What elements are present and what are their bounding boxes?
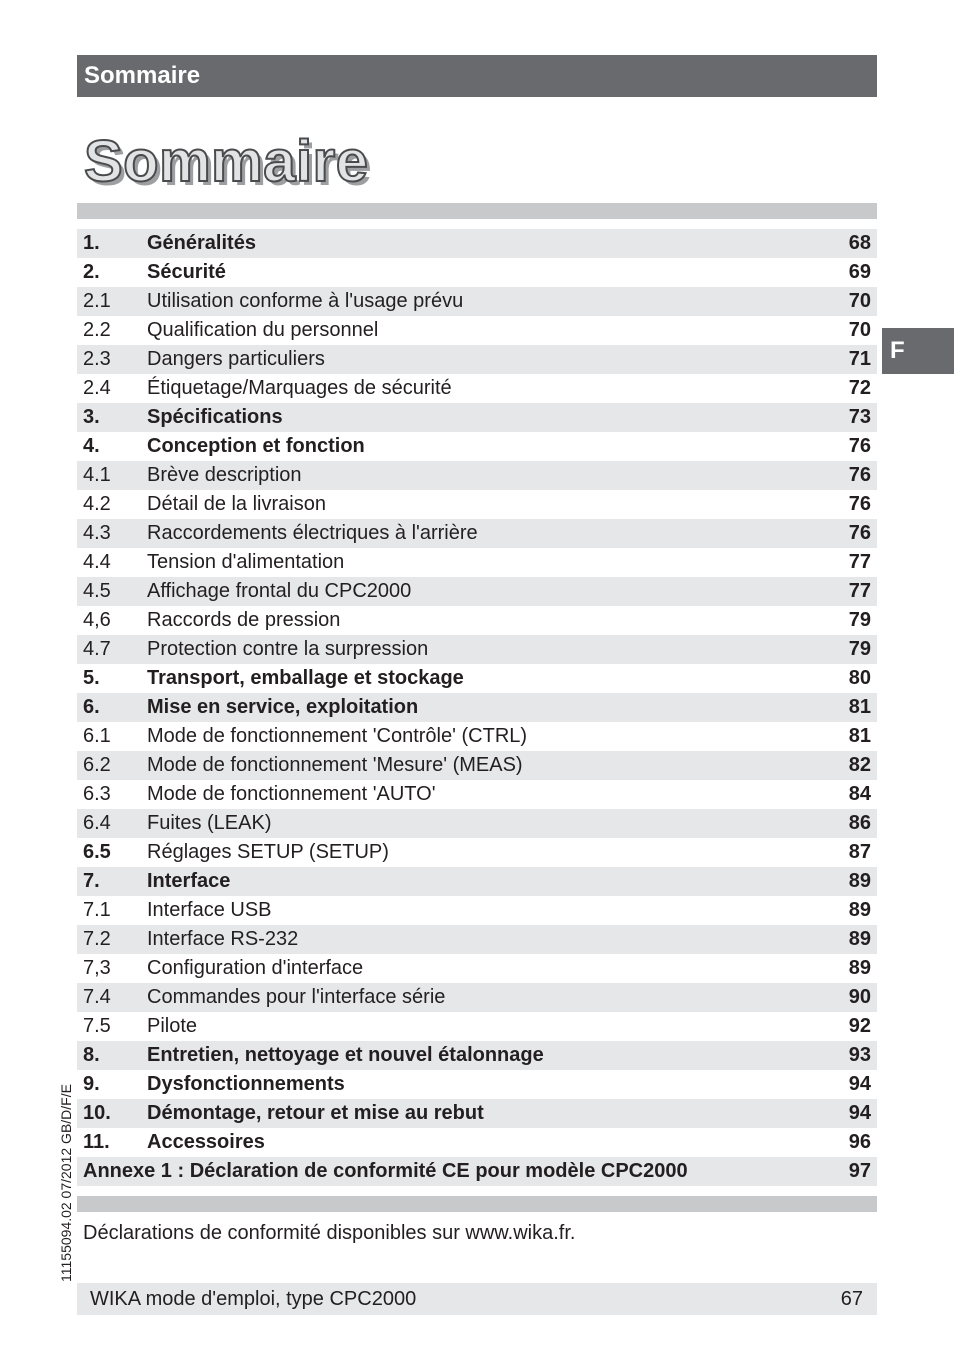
toc-title: Généralités (147, 232, 256, 254)
toc-number: 3. (83, 406, 100, 428)
toc-number: 6.1 (83, 725, 111, 747)
toc-page-number: 84 (848, 783, 871, 805)
toc-row[interactable] (77, 751, 877, 780)
toc-row[interactable] (77, 345, 877, 374)
toc-page-number: 87 (848, 841, 871, 863)
toc-number: 2.4 (83, 377, 111, 399)
toc-title: Raccordements électriques à l'arrière (147, 522, 478, 544)
toc-row[interactable] (77, 1099, 877, 1128)
toc-number: 4. (83, 435, 100, 457)
toc-page-number: 77 (848, 551, 871, 573)
toc-number: 8. (83, 1044, 100, 1066)
toc-title: Étiquetage/Marquages de sécurité (147, 377, 452, 399)
toc-row[interactable] (77, 1128, 877, 1157)
toc-row[interactable] (77, 954, 877, 983)
toc-row[interactable] (77, 1070, 877, 1099)
toc-row[interactable] (77, 1157, 877, 1186)
toc-number: 6. (83, 696, 100, 718)
toc-title: Sécurité (147, 261, 226, 283)
toc-page-number: 76 (848, 522, 871, 544)
toc-number: 7,3 (83, 957, 111, 979)
toc-title: Mode de fonctionnement 'AUTO' (147, 783, 436, 805)
toc-title: Mise en service, exploitation (147, 696, 419, 718)
toc-number: 4,6 (83, 609, 111, 631)
toc-number: 2.1 (83, 290, 111, 312)
page-number: 67 (840, 1288, 863, 1310)
toc-number: 7. (83, 870, 100, 892)
toc-title: Dangers particuliers (147, 348, 325, 370)
toc-row[interactable] (77, 432, 877, 461)
toc-page-number: 81 (848, 725, 871, 747)
toc-number: 4.4 (83, 551, 111, 573)
toc-row[interactable] (77, 577, 877, 606)
toc-page-number: 80 (848, 667, 871, 689)
toc-row[interactable] (77, 490, 877, 519)
divider-top (77, 203, 877, 219)
toc-page-number: 76 (848, 493, 871, 515)
toc-page-number: 79 (848, 638, 871, 660)
toc-title: Qualification du personnel (147, 319, 379, 341)
conformity-note: Déclarations de conformité disponibles sur www.wika.fr. (83, 1222, 576, 1244)
toc-number: 2.2 (83, 319, 111, 341)
document-code: 11155094.02 07/2012 GB/D/F/E (58, 1084, 74, 1282)
toc-title: Interface RS-232 (147, 928, 299, 950)
toc-number: 4.2 (83, 493, 111, 515)
toc-number: 4.1 (83, 464, 111, 486)
toc-row[interactable] (77, 867, 877, 896)
toc-title: Transport, emballage et stockage (147, 667, 464, 689)
table-of-contents (77, 229, 877, 1186)
toc-number: 1. (83, 232, 100, 254)
toc-title: Conception et fonction (147, 435, 365, 457)
toc-title: Raccords de pression (147, 609, 341, 631)
toc-page-number: 72 (848, 377, 871, 399)
toc-title: Spécifications (147, 406, 283, 428)
toc-title: Commandes pour l'interface série (147, 986, 446, 1008)
toc-title: Mode de fonctionnement 'Contrôle' (CTRL) (147, 725, 528, 747)
toc-title: Entretien, nettoyage et nouvel étalonnage (147, 1044, 544, 1066)
toc-page-number: 89 (848, 957, 871, 979)
toc-page-number: 77 (848, 580, 871, 602)
toc-page-number: 94 (848, 1102, 871, 1124)
page-footer (77, 1283, 877, 1315)
toc-number: 6.2 (83, 754, 111, 776)
toc-title: Interface USB (147, 899, 272, 921)
toc-number: 7.2 (83, 928, 111, 950)
toc-page-number: 96 (848, 1131, 871, 1153)
toc-title: Réglages SETUP (SETUP) (147, 841, 389, 863)
toc-row[interactable] (77, 1041, 877, 1070)
toc-title: Dysfonctionnements (147, 1073, 345, 1095)
toc-row[interactable] (77, 548, 877, 577)
toc-title: Interface (147, 870, 231, 892)
toc-row[interactable] (77, 403, 877, 432)
toc-number: 2. (83, 261, 100, 283)
toc-number: 6.5 (83, 841, 111, 863)
toc-title: Détail de la livraison (147, 493, 326, 515)
toc-page-number: 68 (848, 232, 871, 254)
toc-number: 7.4 (83, 986, 111, 1008)
toc-page-number: 89 (848, 870, 871, 892)
toc-title: Configuration d'interface (147, 957, 364, 979)
toc-page-number: 81 (848, 696, 871, 718)
toc-row[interactable] (77, 838, 877, 867)
toc-page-number: 89 (848, 928, 871, 950)
toc-row[interactable] (77, 287, 877, 316)
toc-row[interactable] (77, 519, 877, 548)
toc-page-number: 79 (848, 609, 871, 631)
toc-number: 9. (83, 1073, 100, 1095)
toc-page-number: 76 (848, 464, 871, 486)
section-header: Sommaire (77, 55, 877, 97)
toc-row[interactable] (77, 693, 877, 722)
toc-row[interactable] (77, 983, 877, 1012)
language-tab: F (882, 328, 954, 374)
toc-title: Mode de fonctionnement 'Mesure' (MEAS) (147, 754, 523, 776)
toc-title: Brève description (147, 464, 302, 486)
toc-page-number: 70 (848, 290, 871, 312)
footer-text: WIKA mode d'emploi, type CPC2000 (90, 1288, 417, 1310)
toc-number: 4.7 (83, 638, 111, 660)
toc-number: 7.1 (83, 899, 111, 921)
toc-page-number: 93 (848, 1044, 871, 1066)
toc-number: 5. (83, 667, 100, 689)
toc-row[interactable] (77, 722, 877, 751)
toc-page-number: 90 (848, 986, 871, 1008)
toc-number: 4.3 (83, 522, 111, 544)
toc-number: 7.5 (83, 1015, 111, 1037)
toc-title: Fuites (LEAK) (147, 812, 272, 834)
toc-row[interactable] (77, 374, 877, 403)
toc-row[interactable] (77, 896, 877, 925)
toc-page-number: 82 (848, 754, 871, 776)
toc-number: 10. (83, 1102, 111, 1124)
page-title: Sommaire (84, 129, 369, 194)
toc-title: Affichage frontal du CPC2000 (147, 580, 412, 602)
toc-number: 6.3 (83, 783, 111, 805)
toc-row[interactable] (77, 258, 877, 287)
toc-number: 11. (83, 1131, 110, 1153)
toc-title: Utilisation conforme à l'usage prévu (147, 290, 464, 312)
toc-page-number: 92 (848, 1015, 871, 1037)
toc-page-number: 89 (848, 899, 871, 921)
toc-page-number: 97 (848, 1160, 871, 1182)
toc-title: Annexe 1 : Déclaration de conformité CE pour modèle CPC2000 (83, 1160, 688, 1182)
toc-row[interactable] (77, 664, 877, 693)
toc-row[interactable] (77, 925, 877, 954)
toc-page-number: 94 (848, 1073, 871, 1095)
toc-number: 4.5 (83, 580, 111, 602)
divider-bottom (77, 1196, 877, 1212)
toc-title: Démontage, retour et mise au rebut (147, 1102, 484, 1124)
toc-title: Accessoires (147, 1131, 265, 1153)
toc-title: Tension d'alimentation (147, 551, 345, 573)
toc-page-number: 69 (848, 261, 871, 283)
toc-number: 2.3 (83, 348, 111, 370)
toc-row[interactable] (77, 1012, 877, 1041)
toc-row[interactable] (77, 809, 877, 838)
toc-number: 6.4 (83, 812, 111, 834)
toc-page-number: 73 (848, 406, 871, 428)
toc-row[interactable] (77, 461, 877, 490)
toc-row[interactable] (77, 635, 877, 664)
toc-page-number: 86 (848, 812, 871, 834)
toc-page-number: 71 (848, 348, 871, 370)
toc-title: Pilote (147, 1015, 198, 1037)
toc-page-number: 70 (848, 319, 871, 341)
toc-title: Protection contre la surpression (147, 638, 429, 660)
toc-row[interactable] (77, 316, 877, 345)
toc-row[interactable] (77, 229, 877, 258)
toc-row[interactable] (77, 780, 877, 809)
toc-row[interactable] (77, 606, 877, 635)
toc-page-number: 76 (848, 435, 871, 457)
